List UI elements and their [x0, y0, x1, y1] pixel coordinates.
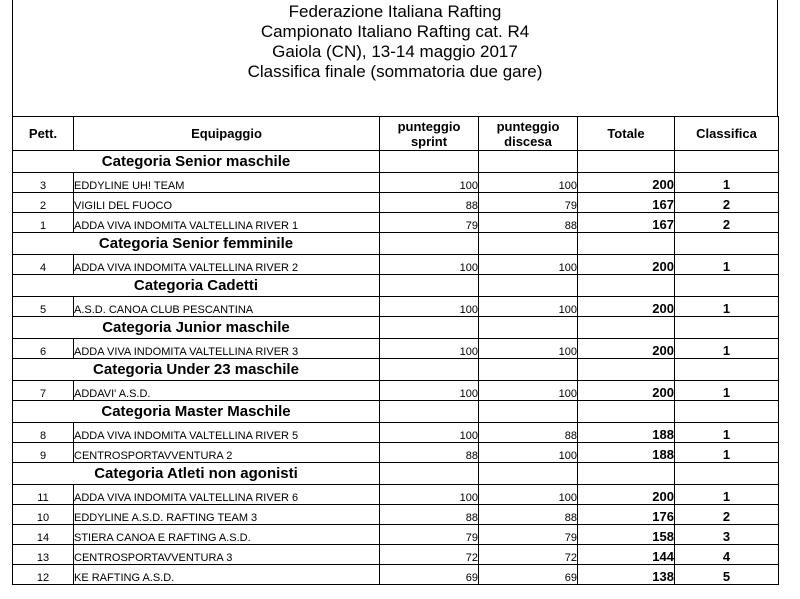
category-title: Categoria Senior maschile	[13, 151, 380, 173]
empty-cell	[578, 151, 675, 173]
totale-cell: 176	[578, 505, 675, 525]
classifica-cell: 1	[675, 173, 779, 193]
team-cell: EDDYLINE UH! TEAM	[74, 173, 380, 193]
sprint-score-cell: 100	[380, 423, 479, 443]
sprint-score-cell: 79	[380, 525, 479, 545]
discesa-score-cell: 72	[479, 545, 578, 565]
discesa-score-cell: 79	[479, 525, 578, 545]
pett-cell: 4	[13, 255, 74, 275]
pett-cell: 13	[13, 545, 74, 565]
discesa-score-cell: 100	[479, 173, 578, 193]
totale-cell: 188	[578, 443, 675, 463]
column-header-discesa-line1: punteggio	[496, 118, 560, 134]
sprint-score-cell: 88	[380, 193, 479, 213]
column-header-punteggio-sprint	[380, 117, 479, 151]
totale-cell: 138	[578, 565, 675, 585]
table-header-row	[13, 117, 779, 151]
document-header	[12, 2, 778, 82]
column-header-equipaggio: Equipaggio	[74, 117, 380, 151]
sprint-score-cell: 100	[380, 173, 479, 193]
sprint-score-cell: 100	[380, 381, 479, 401]
category-title: Categoria Master Maschile	[13, 401, 380, 423]
pett-cell: 1	[13, 213, 74, 233]
totale-cell: 200	[578, 381, 675, 401]
classifica-cell: 1	[675, 339, 779, 359]
table-row	[13, 525, 779, 545]
pett-cell: 6	[13, 339, 74, 359]
team-cell: VIGILI DEL FUOCO	[74, 193, 380, 213]
category-title: Categoria Junior maschile	[13, 317, 380, 339]
discesa-score-cell: 88	[479, 423, 578, 443]
discesa-score-cell: 100	[479, 381, 578, 401]
team-cell: A.S.D. CANOA CLUB PESCANTINA	[74, 297, 380, 317]
empty-cell	[675, 401, 779, 423]
empty-cell	[578, 275, 675, 297]
classifica-cell: 2	[675, 505, 779, 525]
category-row	[13, 317, 779, 339]
team-cell: CENTROSPORTAVVENTURA 3	[74, 545, 380, 565]
totale-cell: 188	[578, 423, 675, 443]
results-body	[13, 151, 779, 585]
team-cell: ADDA VIVA INDOMITA VALTELLINA RIVER 5	[74, 423, 380, 443]
discesa-score-cell: 88	[479, 505, 578, 525]
classifica-cell: 2	[675, 213, 779, 233]
discesa-score-cell: 69	[479, 565, 578, 585]
team-cell: EDDYLINE A.S.D. RAFTING TEAM 3	[74, 505, 380, 525]
category-row	[13, 359, 779, 381]
pett-cell: 11	[13, 485, 74, 505]
totale-cell: 167	[578, 213, 675, 233]
table-row	[13, 485, 779, 505]
pett-cell: 10	[13, 505, 74, 525]
empty-cell	[380, 463, 479, 485]
team-cell: STIERA CANOA E RAFTING A.S.D.	[74, 525, 380, 545]
classifica-cell: 4	[675, 545, 779, 565]
column-header-sprint-line2: sprint	[410, 133, 448, 149]
sprint-score-cell: 88	[380, 505, 479, 525]
empty-cell	[578, 317, 675, 339]
team-cell: ADDA VIVA INDOMITA VALTELLINA RIVER 3	[74, 339, 380, 359]
column-header-totale: Totale	[578, 117, 675, 151]
table-row	[13, 423, 779, 443]
sprint-score-cell: 100	[380, 339, 479, 359]
empty-cell	[578, 233, 675, 255]
sprint-score-cell: 69	[380, 565, 479, 585]
category-row	[13, 275, 779, 297]
empty-cell	[675, 151, 779, 173]
empty-cell	[479, 317, 578, 339]
classifica-cell: 2	[675, 193, 779, 213]
team-cell: ADDA VIVA INDOMITA VALTELLINA RIVER 6	[74, 485, 380, 505]
empty-cell	[380, 317, 479, 339]
classifica-cell: 3	[675, 525, 779, 545]
category-title: Categoria Under 23 maschile	[13, 359, 380, 381]
table-row	[13, 381, 779, 401]
empty-cell	[380, 233, 479, 255]
empty-cell	[479, 401, 578, 423]
discesa-score-cell: 100	[479, 339, 578, 359]
pett-cell: 8	[13, 423, 74, 443]
column-header-discesa-line2: discesa	[504, 133, 552, 149]
discesa-score-cell: 100	[479, 443, 578, 463]
discesa-score-cell: 100	[479, 297, 578, 317]
totale-cell: 158	[578, 525, 675, 545]
pett-cell: 7	[13, 381, 74, 401]
empty-cell	[578, 463, 675, 485]
empty-cell	[578, 401, 675, 423]
discesa-score-cell: 88	[479, 213, 578, 233]
pett-cell: 9	[13, 443, 74, 463]
empty-cell	[675, 317, 779, 339]
sprint-score-cell: 100	[380, 297, 479, 317]
column-header-punteggio-discesa	[479, 117, 578, 151]
totale-cell: 200	[578, 339, 675, 359]
empty-cell	[479, 359, 578, 381]
pett-cell: 5	[13, 297, 74, 317]
category-row	[13, 401, 779, 423]
team-cell: KE RAFTING A.S.D.	[74, 565, 380, 585]
category-row	[13, 151, 779, 173]
sprint-score-cell: 88	[380, 443, 479, 463]
pett-cell: 2	[13, 193, 74, 213]
empty-cell	[479, 151, 578, 173]
classifica-cell: 1	[675, 443, 779, 463]
pett-cell: 3	[13, 173, 74, 193]
empty-cell	[380, 359, 479, 381]
empty-cell	[675, 359, 779, 381]
classifica-cell: 1	[675, 297, 779, 317]
event-location-date: Gaiola (CN), 13-14 maggio 2017	[272, 42, 518, 61]
championship-title: Campionato Italiano Rafting cat. R4	[260, 22, 530, 41]
team-cell: ADDA VIVA INDOMITA VALTELLINA RIVER 1	[74, 213, 380, 233]
category-row	[13, 463, 779, 485]
column-header-pett: Pett.	[13, 117, 74, 151]
totale-cell: 200	[578, 485, 675, 505]
discesa-score-cell: 100	[479, 485, 578, 505]
totale-cell: 200	[578, 173, 675, 193]
empty-cell	[380, 275, 479, 297]
empty-cell	[380, 151, 479, 173]
empty-cell	[675, 275, 779, 297]
sprint-score-cell: 72	[380, 545, 479, 565]
table-row	[13, 339, 779, 359]
table-row	[13, 565, 779, 585]
classifica-cell: 1	[675, 485, 779, 505]
totale-cell: 200	[578, 297, 675, 317]
totale-cell: 200	[578, 255, 675, 275]
table-row	[13, 255, 779, 275]
classifica-cell: 1	[675, 423, 779, 443]
empty-cell	[578, 359, 675, 381]
classifica-cell: 1	[675, 381, 779, 401]
table-row	[13, 443, 779, 463]
empty-cell	[479, 233, 578, 255]
totale-cell: 167	[578, 193, 675, 213]
sprint-score-cell: 100	[380, 485, 479, 505]
empty-cell	[675, 233, 779, 255]
empty-cell	[380, 401, 479, 423]
pett-cell: 14	[13, 525, 74, 545]
empty-cell	[675, 463, 779, 485]
federation-title: Federazione Italiana Rafting	[288, 2, 502, 21]
team-cell: ADDAVI' A.S.D.	[74, 381, 380, 401]
pett-cell: 12	[13, 565, 74, 585]
category-title: Categoria Senior femminile	[13, 233, 380, 255]
category-title: Categoria Atleti non agonisti	[13, 463, 380, 485]
category-title: Categoria Cadetti	[13, 275, 380, 297]
ranking-subtitle: Classifica finale (sommatoria due gare)	[247, 62, 543, 81]
results-table	[12, 116, 779, 585]
classifica-cell: 5	[675, 565, 779, 585]
sprint-score-cell: 100	[380, 255, 479, 275]
category-row	[13, 233, 779, 255]
table-row	[13, 173, 779, 193]
table-row	[13, 213, 779, 233]
team-cell: CENTROSPORTAVVENTURA 2	[74, 443, 380, 463]
empty-cell	[479, 463, 578, 485]
table-row	[13, 297, 779, 317]
sprint-score-cell: 79	[380, 213, 479, 233]
column-header-sprint-line1: punteggio	[397, 118, 461, 134]
totale-cell: 144	[578, 545, 675, 565]
table-row	[13, 505, 779, 525]
team-cell: ADDA VIVA INDOMITA VALTELLINA RIVER 2	[74, 255, 380, 275]
empty-cell	[479, 275, 578, 297]
column-header-classifica: Classifica	[675, 117, 779, 151]
table-row	[13, 193, 779, 213]
classifica-cell: 1	[675, 255, 779, 275]
discesa-score-cell: 100	[479, 255, 578, 275]
table-row	[13, 545, 779, 565]
discesa-score-cell: 79	[479, 193, 578, 213]
